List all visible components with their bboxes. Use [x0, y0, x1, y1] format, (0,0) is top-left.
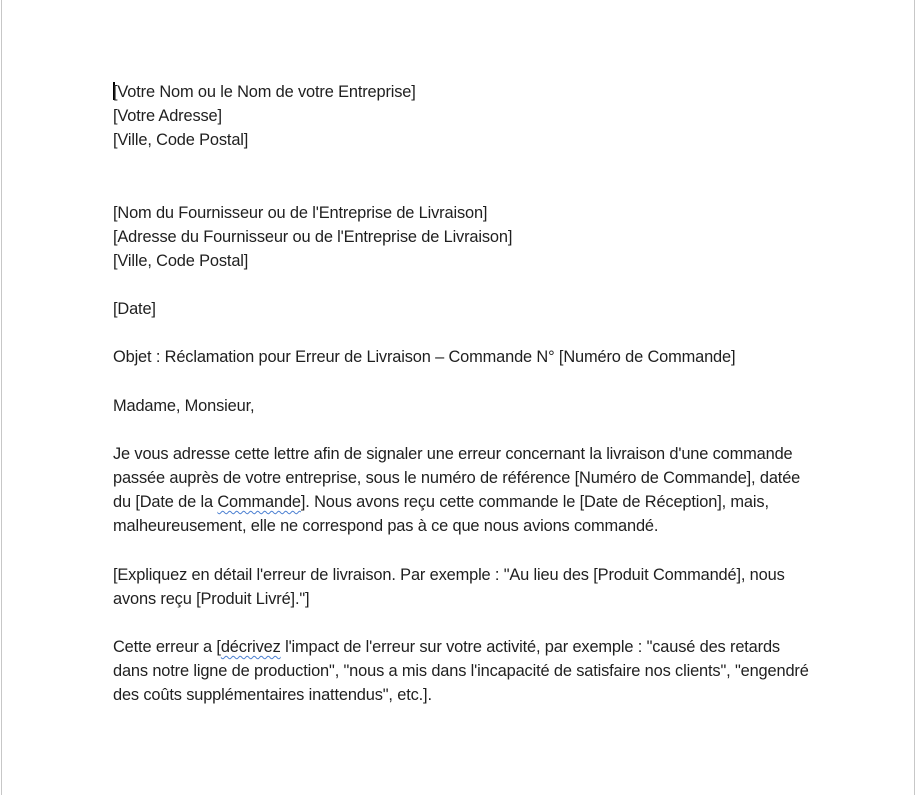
- spellcheck-flagged-word[interactable]: décrivez: [220, 638, 281, 657]
- paragraph-text: Je vous adresse cette lettre afin de signaler une erreur concernant la livraison d'une commande passée auprès de votre entreprise, sous le numéro de référence [Numéro de Commande], datée du [Date de la: [113, 444, 801, 512]
- sender-name-text: [Votre Nom ou le Nom de votre Entreprise]: [113, 83, 416, 101]
- sender-city[interactable]: [Ville, Code Postal]: [113, 131, 249, 150]
- spacer: [113, 370, 813, 394]
- paragraph-text: l'impact de l'erreur sur votre activité, par exemple : "causé des retards dans notre ligne de production", "nous a mis dans l'incapacité de satisfaire nos clients", "engendré des coûts supplémentaires inattendus", etc.].: [113, 638, 809, 705]
- body-paragraph-3[interactable]: [113, 635, 813, 708]
- document-body[interactable]: [113, 80, 813, 708]
- spacer: [113, 418, 813, 442]
- document-page[interactable]: [1, 0, 915, 795]
- paragraph-text: ]. Nous avons reçu cette commande le [Date de Réception], mais, malheureusement, elle ne correspond pas à ce que nous avions commandé.: [113, 493, 769, 536]
- letter-date[interactable]: [Date]: [113, 300, 156, 319]
- spacer: [113, 153, 813, 201]
- body-paragraph-2[interactable]: [Expliquez en détail l'erreur de livraison. Par exemple : "Au lieu des [Produit Commandé], nous avons reçu [Produit Livré]."]: [113, 565, 785, 608]
- paragraph-text: Cette erreur a [: [113, 638, 221, 657]
- body-paragraph-1[interactable]: [113, 442, 813, 539]
- recipient-address[interactable]: [Adresse du Fournisseur ou de l'Entreprise de Livraison]: [113, 227, 513, 246]
- sender-name[interactable]: [113, 80, 813, 104]
- recipient-city[interactable]: [Ville, Code Postal]: [113, 252, 249, 271]
- recipient-name[interactable]: [Nom du Fournisseur ou de l'Entreprise de Livraison]: [113, 203, 488, 222]
- sender-address[interactable]: [Votre Adresse]: [113, 107, 222, 126]
- spacer: [113, 321, 813, 345]
- salutation[interactable]: Madame, Monsieur,: [113, 396, 255, 415]
- spacer: [113, 539, 813, 563]
- letter-subject[interactable]: Objet : Réclamation pour Erreur de Livraison – Commande N° [Numéro de Commande]: [113, 348, 736, 367]
- spacer: [113, 611, 813, 635]
- spellcheck-flagged-word[interactable]: Commande: [217, 493, 301, 512]
- spacer: [113, 273, 813, 297]
